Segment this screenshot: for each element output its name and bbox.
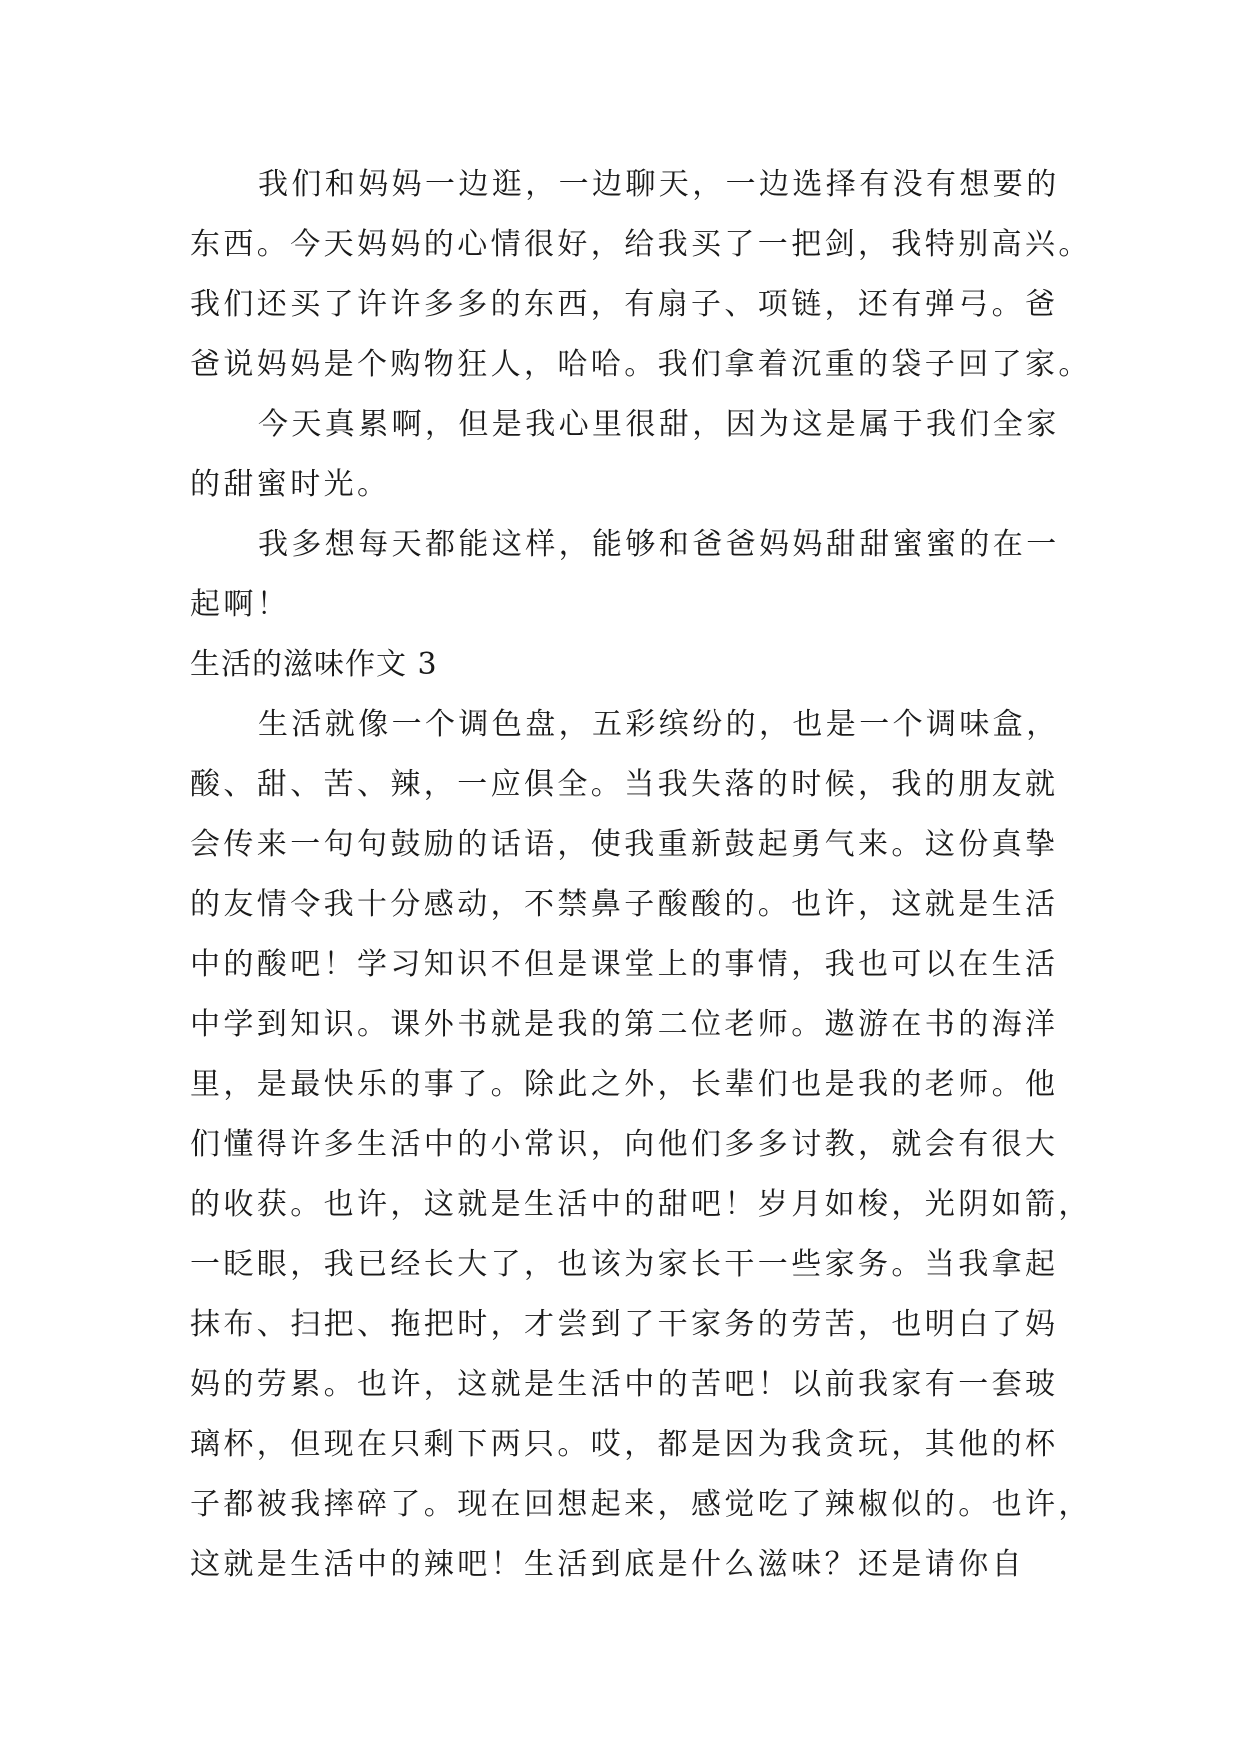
text-line: 生活就像一个调色盘，五彩缤纷的，也是一个调味盒， xyxy=(258,707,1060,742)
text-line: 酸、甜、苦、辣，一应俱全。当我失落的时候，我的朋友就 xyxy=(190,767,1059,802)
text-line: 抹布、扫把、拖把时，才尝到了干家务的劳苦，也明白了妈 xyxy=(190,1307,1059,1342)
text-line: 会传来一句句鼓励的话语，使我重新鼓起勇气来。这份真挚 xyxy=(190,827,1059,862)
text-line: 爸说妈妈是个购物狂人，哈哈。我们拿着沉重的袋子回了家。 xyxy=(190,347,1092,382)
text-line: 起啊！ xyxy=(190,587,291,622)
text-line: 璃杯，但现在只剩下两只。哎，都是因为我贪玩，其他的杯 xyxy=(190,1427,1059,1462)
text-line: 今天真累啊，但是我心里很甜，因为这是属于我们全家 xyxy=(258,407,1060,442)
text-line: 一眨眼，我已经长大了，也该为家长干一些家务。当我拿起 xyxy=(190,1247,1059,1282)
text-line: 我多想每天都能这样，能够和爸爸妈妈甜甜蜜蜜的在一 xyxy=(258,527,1060,562)
text-line: 我们和妈妈一边逛，一边聊天，一边选择有没有想要的 xyxy=(258,167,1060,202)
text-line: 妈的劳累。也许，这就是生活中的苦吧！以前我家有一套玻 xyxy=(190,1367,1059,1402)
text-line: 这就是生活中的辣吧！生活到底是什么滋味？还是请你自 xyxy=(190,1547,1025,1582)
text-line: 中学到知识。课外书就是我的第二位老师。遨游在书的海洋 xyxy=(190,1007,1059,1042)
text-line: 东西。今天妈妈的心情很好，给我买了一把剑，我特别高兴。 xyxy=(190,227,1092,262)
text-line: 的甜蜜时光。 xyxy=(190,467,391,502)
text-line: 的收获。也许，这就是生活中的甜吧！岁月如梭，光阴如箭， xyxy=(190,1187,1092,1222)
text-line: 们懂得许多生活中的小常识，向他们多多讨教，就会有很大 xyxy=(190,1127,1059,1162)
section-heading: 生活的滋味作文 3 xyxy=(190,647,438,682)
text-line: 中的酸吧！学习知识不但是课堂上的事情，我也可以在生活 xyxy=(190,947,1059,982)
essay-text-block xyxy=(190,155,1092,1595)
text-line: 子都被我摔碎了。现在回想起来，感觉吃了辣椒似的。也许， xyxy=(190,1487,1092,1522)
text-line: 我们还买了许许多多的东西，有扇子、项链，还有弹弓。爸 xyxy=(190,287,1059,322)
text-line: 里，是最快乐的事了。除此之外，长辈们也是我的老师。他 xyxy=(190,1067,1059,1102)
text-line: 的友情令我十分感动，不禁鼻子酸酸的。也许，这就是生活 xyxy=(190,887,1059,922)
